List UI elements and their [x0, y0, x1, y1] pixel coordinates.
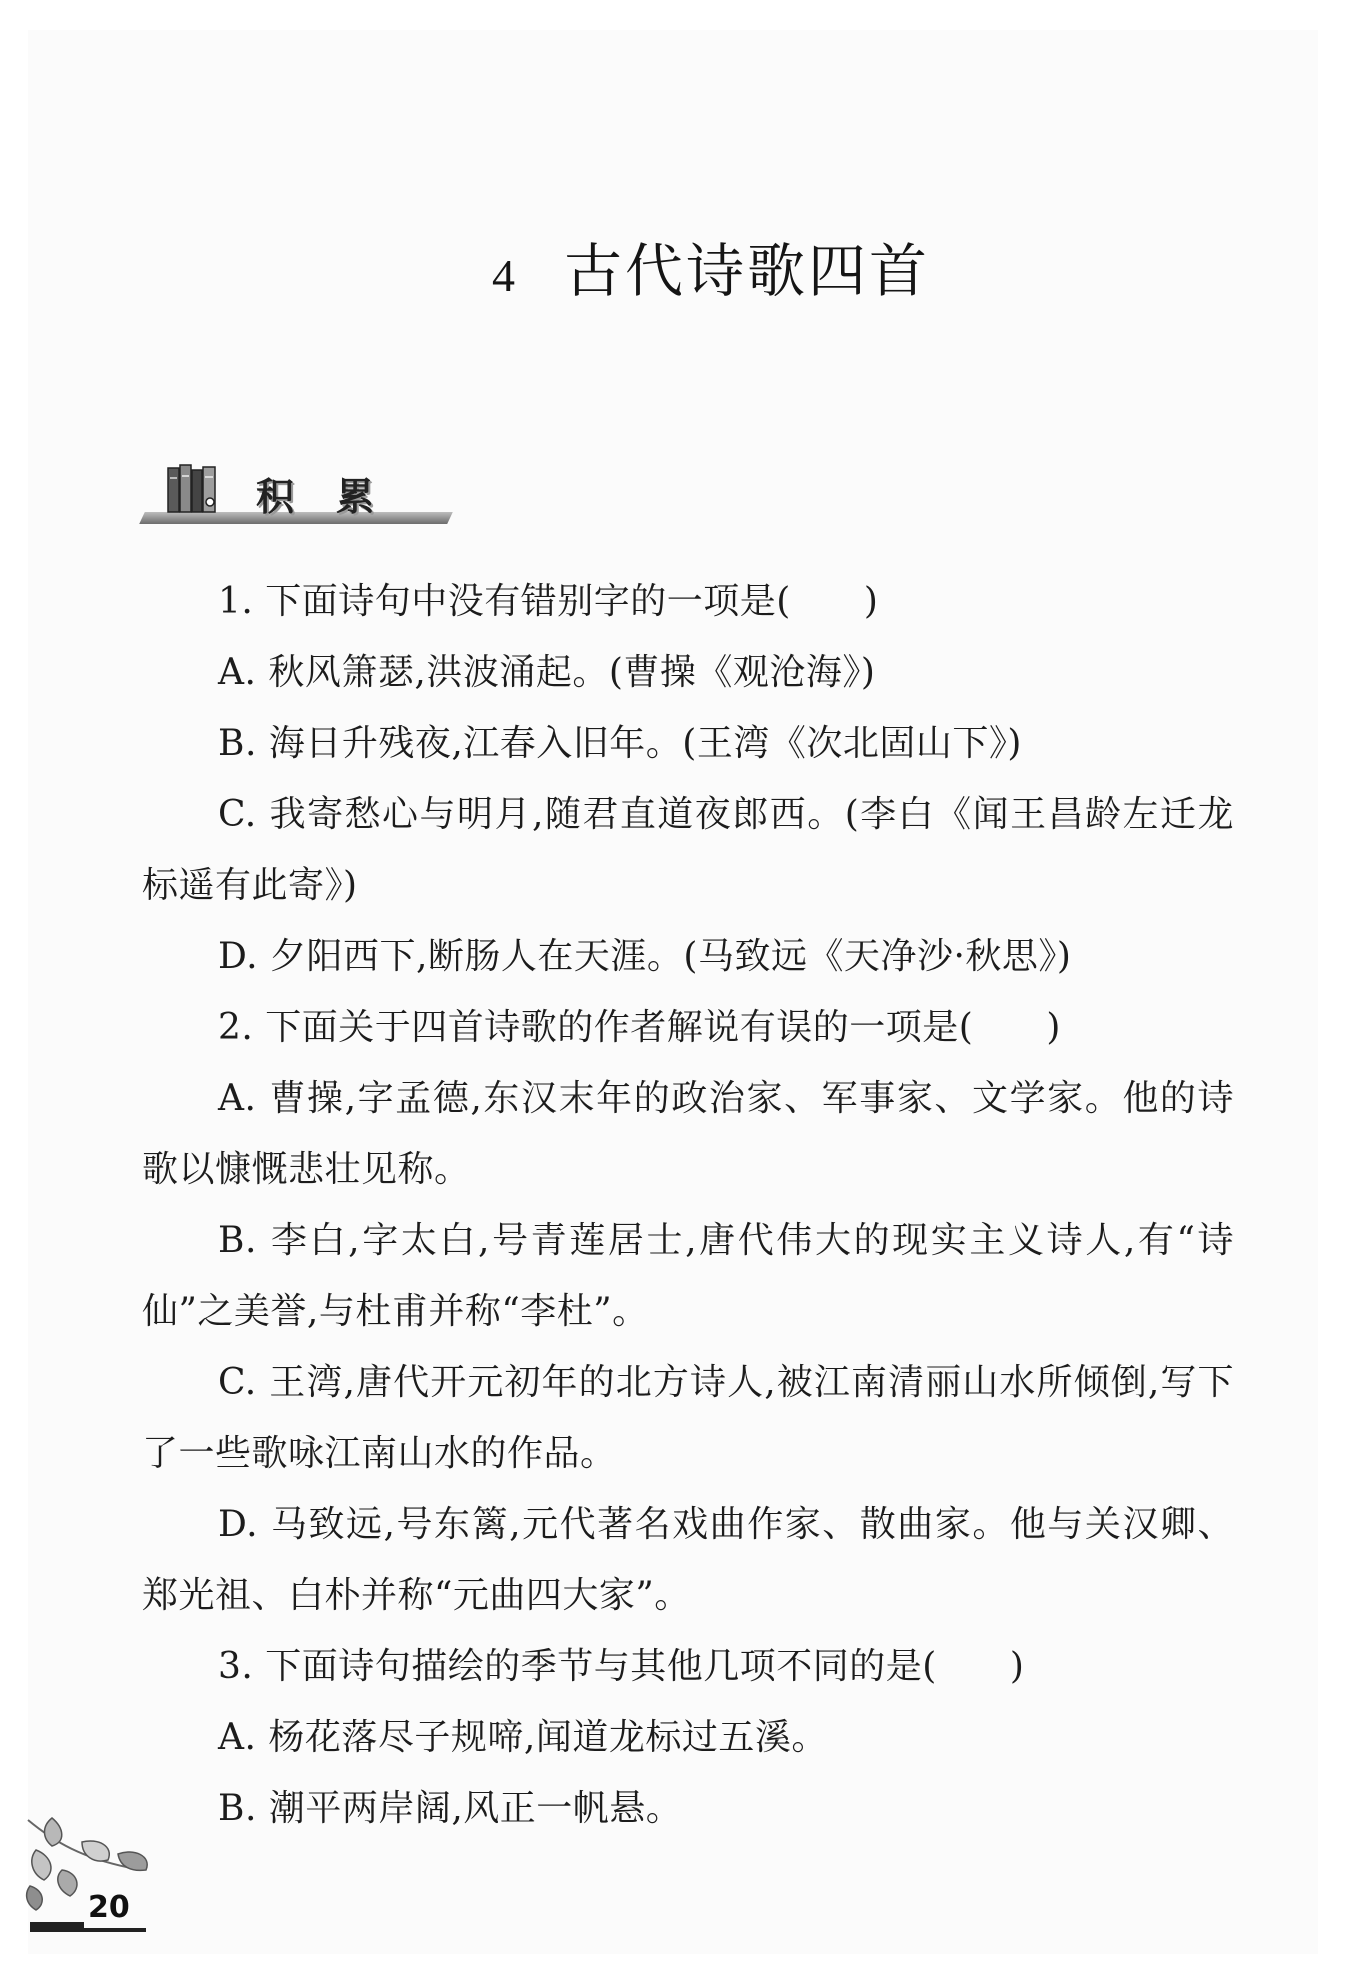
- exercise-paragraph: 2. 下面关于四首诗歌的作者解说有误的一项是( ): [218, 1007, 1061, 1048]
- exercise-paragraph: C. 我寄愁心与明月,随君直道夜郎西。(李白《闻王昌龄左迁龙标遥有此寄》): [142, 794, 1234, 906]
- exercise-paragraph: C. 王湾,唐代开元初年的北方诗人,被江南清丽山水所倾倒,写下了一些歌咏江南山水的作品。: [142, 1362, 1234, 1474]
- exercise-paragraph: A. 曹操,字孟德,东汉末年的政治家、军事家、文学家。他的诗歌以慷慨悲壮见称。: [142, 1078, 1234, 1190]
- books-icon: [166, 462, 220, 516]
- exercise-paragraph: A. 秋风箫瑟,洪波涌起。(曹操《观沧海》): [218, 652, 876, 693]
- exercise-paragraph: D. 马致远,号东篱,元代著名戏曲作家、散曲家。他与关汉卿、郑光祖、白朴并称“元曲四大家”。: [142, 1504, 1234, 1616]
- exercise-body: [142, 566, 1234, 1844]
- exercise-paragraph: 1. 下面诗句中没有错别字的一项是( ): [218, 581, 879, 622]
- lesson-title-text: 古代诗歌四首: [563, 237, 930, 305]
- lesson-title: [0, 236, 1346, 311]
- exercise-paragraph: D. 夕阳西下,断肠人在天涯。(马致远《天净沙·秋思》): [218, 936, 1072, 977]
- exercise-paragraph: A. 杨花落尽子规啼,闻道龙标过五溪。: [218, 1717, 828, 1758]
- exercise-paragraph: B. 李白,字太白,号青莲居士,唐代伟大的现实主义诗人,有“诗仙”之美誉,与杜甫并称“李杜”。: [142, 1220, 1234, 1332]
- page-number: 20: [88, 1890, 130, 1925]
- page-number-rule-thick: [30, 1922, 84, 1932]
- exercise-paragraph: B. 潮平两岸阔,风正一帆悬。: [218, 1788, 683, 1829]
- exercise-paragraph: 3. 下面诗句描绘的季节与其他几项不同的是( ): [218, 1646, 1025, 1687]
- section-label: 积累: [256, 475, 417, 519]
- exercise-paragraph: B. 海日升残夜,江春入旧年。(王湾《次北固山下》): [218, 723, 1022, 764]
- section-header: [138, 462, 450, 528]
- lesson-number: 4: [491, 250, 518, 301]
